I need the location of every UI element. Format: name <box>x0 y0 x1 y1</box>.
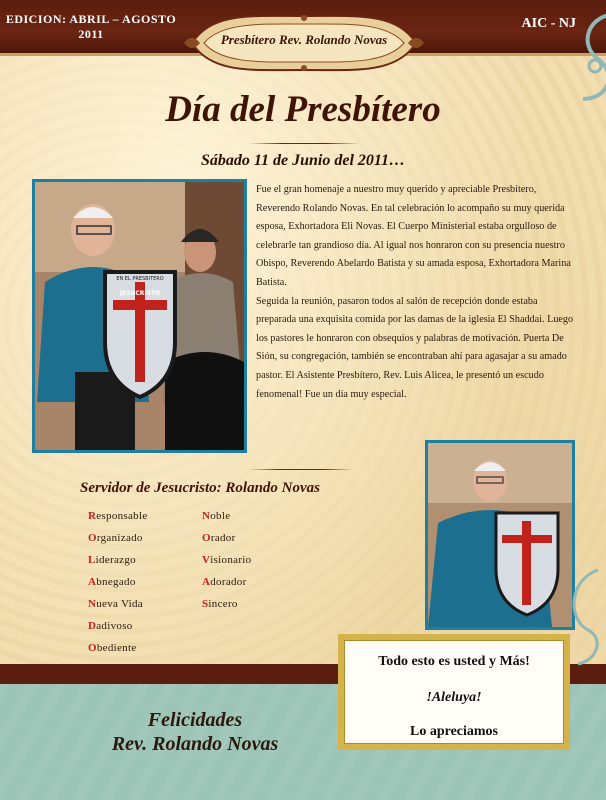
acrostic-word: ueva Vida <box>96 598 143 610</box>
acrostic-column-1 <box>88 505 148 659</box>
page-title: Día del Presbítero <box>165 89 441 130</box>
edition-line-1: EDICION: ABRIL – AGOSTO <box>5 12 177 26</box>
acrostic-word: esponsable <box>96 510 148 522</box>
photo-illustration <box>35 182 244 450</box>
acrostic-initial: O <box>88 532 97 544</box>
acrostic-col2-item <box>202 505 251 527</box>
acrostic-col2-item <box>202 571 251 593</box>
acrostic-word: incero <box>208 598 238 610</box>
acrostic-col1-item <box>88 549 148 571</box>
side-photo <box>425 440 575 630</box>
photo-illustration-2 <box>428 443 572 627</box>
closing-line-2: !Aleluya! <box>426 690 482 705</box>
acrostic-initial: A <box>88 576 97 588</box>
acrostic-word: rador <box>210 532 236 544</box>
acrostic-col2-item <box>202 527 251 549</box>
title-cartouche <box>182 12 426 74</box>
closing-line-3: Lo apreciamos <box>409 724 498 739</box>
acrostic-initial: A <box>202 576 211 588</box>
acrostic-initial: N <box>202 510 211 522</box>
acrostic-word: bnegado <box>96 576 136 588</box>
acrostic-word: dorador <box>210 576 247 588</box>
acrostic-initial: O <box>88 642 97 654</box>
acrostic-column-2 <box>202 505 251 615</box>
acrostic-word: isionario <box>210 554 252 566</box>
article-body <box>256 181 578 404</box>
congratulations-message <box>60 708 330 756</box>
acrostic-col2-item <box>202 593 251 615</box>
edition-line-2: 2011 <box>78 27 104 41</box>
main-photo <box>32 179 247 453</box>
event-date: Sábado 11 de Junio del 2011… <box>200 152 406 169</box>
acrostic-word: iderazgo <box>95 554 136 566</box>
servant-heading: Servidor de Jesucristo: Rolando Novas <box>80 480 320 496</box>
acrostic-word: bediente <box>96 642 137 654</box>
title-divider <box>248 143 360 144</box>
acrostic-col2-item <box>202 549 251 571</box>
acrostic-col1-item <box>88 527 148 549</box>
side-swirl-icon <box>558 560 604 670</box>
acrostic-initial: D <box>88 620 97 632</box>
acrostic-col1-item <box>88 571 148 593</box>
organization-label: AIC - NJ <box>521 16 576 31</box>
acrostic-col1-item <box>88 505 148 527</box>
section-divider <box>248 469 354 470</box>
acrostic-initial: O <box>202 532 211 544</box>
acrostic-initial: S <box>202 598 209 610</box>
shield-text-top: EN EL PRESBITERO <box>116 276 164 282</box>
article-paragraph-2: Seguida la reunión, pasaron todos al salón de recepción donde estaba preparada una exquisita comida por las damas de la iglesia El Shaddai. Luego los pastores le honraron con obsequios y palabras de motivación. Puerta De Sión, su congregación, también se encontraban ahí para agasajar a su amado pastor. El Asistente Presbítero, Rev. Luis Alicea, le presentó un escudo fenomenal! Fue un día muy especial. <box>256 295 574 400</box>
closing-line-1: Todo esto es usted y Más! <box>378 654 530 669</box>
acrostic-col1-item <box>88 615 148 637</box>
cartouche-label: Presbítero Rev. Rolando Novas <box>220 32 388 47</box>
acrostic-word: adivoso <box>96 620 133 632</box>
acrostic-col1-item <box>88 593 148 615</box>
shield-banner: JESUCRISTO <box>119 290 161 297</box>
congrats-line-2: Rev. Rolando Novas <box>111 733 279 755</box>
article-paragraph-1: Fue el gran homenaje a nuestro muy querido y apreciable Presbítero, Reverendo Rolando Novas. En tal celebración lo acompaño su muy querida esposa, Exhortadora Eli Novas. El Cuerpo Ministerial estaba orgulloso de celebrarle tan grandioso día. Al igual nos honraron con su presencia nuestro Obispo, Reverendo Abelardo Batista y su amada esposa, Exhortadora Marina Batista. <box>256 184 571 288</box>
acrostic-col1-item <box>88 637 148 659</box>
edition-label <box>0 12 182 42</box>
congrats-line-1: Felicidades <box>147 709 243 731</box>
acrostic-initial: V <box>202 554 211 566</box>
acrostic-word: oble <box>210 510 231 522</box>
acrostic-initial: N <box>88 598 97 610</box>
acrostic-word: rganizado <box>96 532 143 544</box>
acrostic-initial: L <box>88 554 96 566</box>
acrostic-initial: R <box>88 510 97 522</box>
closing-box <box>338 634 570 750</box>
